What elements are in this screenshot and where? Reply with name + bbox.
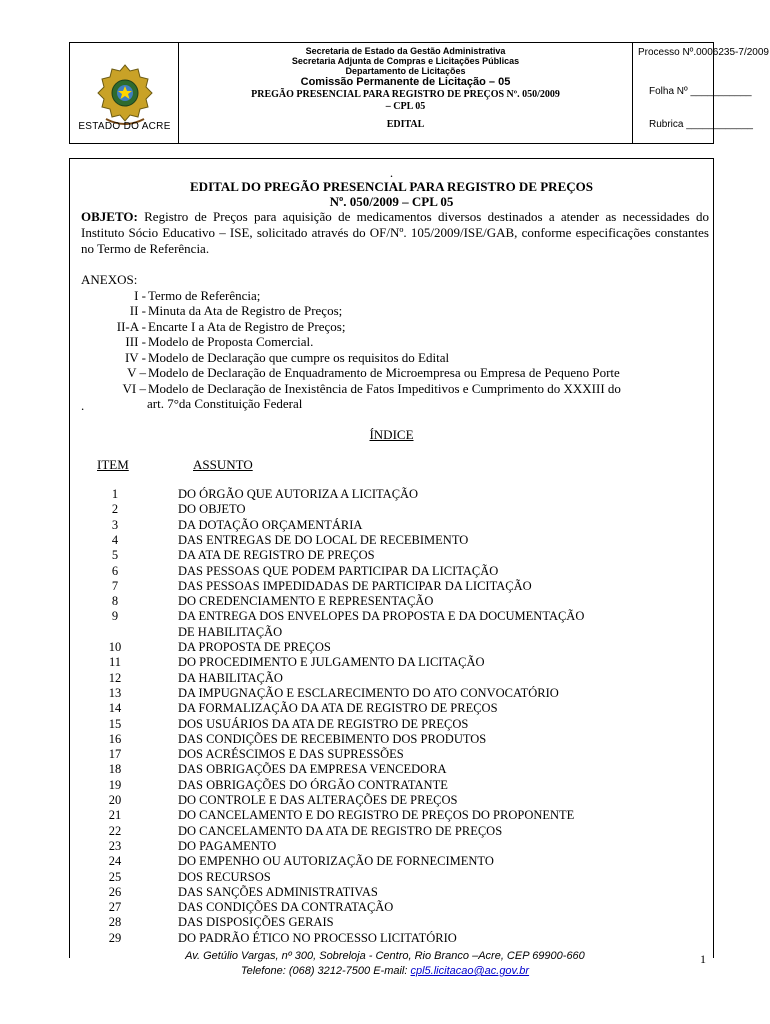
processo-number: Processo Nº.0006235-7/2009 [638, 47, 769, 58]
edital-label: EDITAL [386, 119, 425, 130]
index-item-subject: DA PROPOSTA DE PREÇOS [178, 640, 331, 654]
index-item-subject: DA ENTREGA DOS ENVELOPES DA PROPOSTA E DA DOCUMENTAÇÃO [178, 609, 585, 624]
index-item-number: 26 [108, 884, 122, 899]
top-dot: . [389, 165, 394, 180]
col-assunto-header: ASSUNTO [193, 457, 253, 472]
index-item-subject: DO CREDENCIAMENTO E REPRESENTAÇÃO [178, 594, 434, 609]
index-item-number: 3 [111, 517, 119, 532]
header-line-3: Departamento de Licitações [345, 66, 466, 76]
annex-text: Termo de Referência; [148, 288, 261, 303]
index-item-number: 14 [108, 701, 122, 716]
index-item-subject: DAS DISPOSIÇÕES GERAIS [178, 915, 334, 930]
index-item-subject: DO OBJETO [178, 502, 246, 517]
index-item-number: 21 [108, 808, 122, 823]
header-line-2: Secretaria Adjunta de Compras e Licitações Públicas [291, 56, 520, 66]
footer-phone: Telefone: (068) 3212-7500 E-mail: [240, 965, 411, 977]
index-item-subject: DO ÓRGÃO QUE AUTORIZA A LICITAÇÃO [178, 487, 419, 501]
index-item-subject: DAS CONDIÇÕES DE RECEBIMENTO DOS PRODUTOS [178, 731, 487, 746]
index-item-number: 20 [108, 793, 122, 807]
index-item-number: 7 [111, 578, 119, 593]
annex-continuation: art. 7°da Constituição Federal [147, 396, 303, 411]
index-item-subject: DAS OBRIGAÇÕES DO ÓRGÃO CONTRATANTE [178, 777, 448, 792]
document-body [69, 158, 714, 958]
index-item-number: 2 [111, 502, 119, 517]
index-item-number: 13 [108, 685, 122, 700]
annex-text: Modelo de Declaração de Inexistência de Fatos Impeditivos e Cumprimento do XXXIII do [148, 381, 621, 396]
index-item-number: 23 [108, 838, 122, 853]
index-item-number: 6 [111, 563, 119, 578]
index-item-subject: DE HABILITAÇÃO [178, 624, 283, 639]
annex-text: Modelo de Proposta Comercial. [148, 334, 314, 349]
index-item-subject: DO PADRÃO ÉTICO NO PROCESSO LICITATÓRIO [178, 930, 457, 945]
annex-number: IV - [124, 350, 146, 365]
header-title-block [179, 43, 633, 143]
index-item-number: 4 [111, 532, 119, 547]
document-title: EDITAL DO PREGÃO PRESENCIAL PARA REGISTRO DE PREÇOS [190, 179, 593, 194]
index-item-number: 24 [108, 854, 122, 869]
index-item-subject: DO EMPENHO OU AUTORIZAÇÃO DE FORNECIMENTO [178, 854, 494, 869]
index-item-subject: DO PAGAMENTO [178, 838, 277, 853]
indice-title: ÍNDICE [369, 427, 414, 442]
index-item-number: 5 [111, 548, 119, 563]
index-item-subject: DA HABILITAÇÃO [178, 670, 283, 685]
index-item-number: 9 [111, 609, 119, 624]
pregao-line-2: – CPL 05 [385, 101, 426, 112]
objeto-paragraph [81, 209, 709, 257]
state-label: ESTADO DO ACRE [78, 121, 171, 132]
process-info-cell [633, 43, 769, 143]
index-item-number: 25 [108, 869, 122, 884]
index-item-number: 11 [108, 655, 122, 670]
header-line-1: Secretaria de Estado da Gestão Administrativa [305, 46, 506, 56]
index-item-subject: DOS ACRÉSCIMOS E DAS SUPRESSÕES [178, 747, 404, 762]
index-item-number: 12 [108, 670, 122, 685]
index-item-number: 22 [108, 823, 122, 838]
annex-number: I - [134, 288, 146, 303]
index-item-subject: DO CONTROLE E DAS ALTERAÇÕES DE PREÇOS [178, 793, 458, 807]
index-item-subject: DAS CONDIÇÕES DA CONTRATAÇÃO [178, 900, 394, 915]
annex-number: V – [127, 365, 146, 380]
annex-text: Modelo de Declaração que cumpre os requisitos do Edital [148, 350, 450, 365]
annex-number: II-A - [116, 319, 146, 334]
index-item-subject: DA FORMALIZAÇÃO DA ATA DE REGISTRO DE PREÇOS [178, 701, 498, 716]
index-item-number: 16 [108, 731, 122, 746]
index-item-number: 18 [108, 762, 122, 777]
logo-cell [70, 43, 179, 143]
index-item-number: 10 [108, 640, 122, 654]
rubrica-field: Rubrica ____________ [649, 119, 753, 130]
document-subtitle: Nº. 050/2009 – CPL 05 [329, 194, 454, 209]
index-item-subject: DAS PESSOAS IMPEDIDADAS DE PARTICIPAR DA LICITAÇÃO [178, 578, 532, 593]
anexos-label: ANEXOS: [81, 272, 138, 287]
annex-cont-dot: . [81, 398, 85, 413]
pregao-line-1: PREGÃO PRESENCIAL PARA REGISTRO DE PREÇOS Nº. 050/2009 [251, 89, 560, 100]
folha-field: Folha Nº ___________ [649, 86, 752, 97]
page-number: 1 [700, 952, 706, 966]
index-item-subject: DO PROCEDIMENTO E JULGAMENTO DA LICITAÇÃO [178, 655, 485, 670]
index-item-number: 27 [108, 900, 122, 915]
annex-text: Encarte I a Ata de Registro de Preços; [148, 319, 346, 334]
footer-email-link[interactable]: cpl5.licitacao@ac.gov.br [410, 965, 530, 977]
footer-address: Av. Getúlio Vargas, nº 300, Sobreloja - Centro, Rio Branco –Acre, CEP 69900-660 [185, 950, 585, 962]
index-item-subject: DAS ENTREGAS DE DO LOCAL DE RECEBIMENTO [178, 532, 469, 547]
index-item-number: 17 [108, 747, 122, 762]
index-item-subject: DAS OBRIGAÇÕES DA EMPRESA VENCEDORA [178, 762, 447, 777]
index-item-number: 19 [108, 777, 122, 792]
index-item-number: 28 [108, 915, 122, 930]
index-item-number: 8 [111, 594, 119, 609]
index-item-number: 1 [111, 487, 119, 501]
index-item-subject: DA DOTAÇÃO ORÇAMENTÁRIA [178, 517, 363, 532]
index-item-subject: DA ATA DE REGISTRO DE PREÇOS [178, 548, 375, 563]
index-item-number: 15 [108, 716, 122, 731]
annex-text: Minuta da Ata de Registro de Preços; [148, 303, 343, 318]
annex-number: III - [125, 334, 146, 349]
annex-number: VI – [122, 381, 146, 396]
annex-number: II - [129, 303, 146, 318]
objeto-text: Registro de Preços para aquisição de medicamentos diversos destinados a atender as necessidades do Instituto Sócio Educativo – ISE, solicitado através do OF/Nº. 105/2009/ISE/GAB, conforme especificações constantes no Termo de Referência. [81, 209, 709, 256]
objeto-label: OBJETO: [81, 209, 138, 224]
index-item-subject: DO CANCELAMENTO DA ATA DE REGISTRO DE PREÇOS [178, 823, 503, 838]
annex-text: Modelo de Declaração de Enquadramento de Microempresa ou Empresa de Pequeno Porte [148, 365, 620, 380]
footer-contact [0, 965, 770, 977]
index-item-number: 29 [108, 930, 122, 945]
commission-title: Comissão Permanente de Licitação – 05 [300, 76, 511, 88]
index-item-subject: DO CANCELAMENTO E DO REGISTRO DE PREÇOS DO PROPONENTE [178, 808, 575, 823]
index-item-subject: DAS SANÇÕES ADMINISTRATIVAS [178, 884, 378, 899]
index-item-subject: DOS RECURSOS [178, 869, 271, 884]
index-item-subject: DAS PESSOAS QUE PODEM PARTICIPAR DA LICITAÇÃO [178, 563, 499, 578]
index-item-subject: DA IMPUGNAÇÃO E ESCLARECIMENTO DO ATO CONVOCATÓRIO [178, 685, 559, 700]
index-item-subject: DOS USUÁRIOS DA ATA DE REGISTRO DE PREÇOS [178, 716, 469, 731]
col-item-header: ITEM [97, 457, 129, 472]
document-header [69, 42, 769, 144]
